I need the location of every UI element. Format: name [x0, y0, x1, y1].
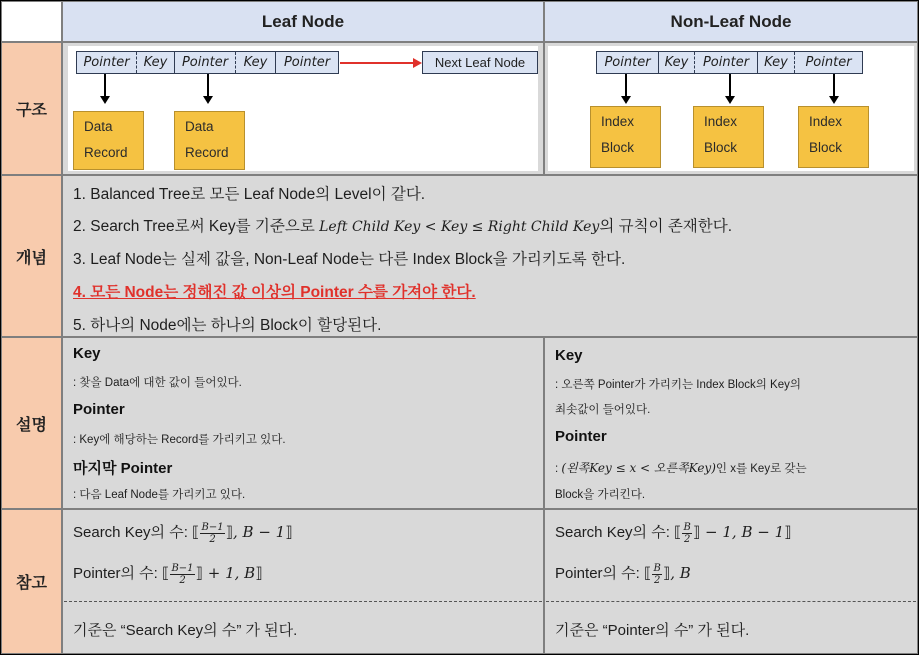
fraction — [682, 522, 691, 545]
nonleaf-key-cell: Key — [758, 52, 795, 73]
nonleaf-basis-note: 기준은 “Pointer의 수” 가 된다. — [555, 622, 750, 639]
leaf-basis-note: 기준은 “Search Key의 수” 가 된다. — [73, 622, 298, 639]
leaf-key-title: Key — [73, 345, 101, 362]
nonleaf-key-cell: Key — [659, 52, 695, 73]
index-block-box — [590, 106, 661, 168]
concept-line-4: 4. 모든 Node는 정해진 값 이상의 Pointer 수를 가져야 한다. — [73, 284, 476, 301]
block-line: Block — [601, 140, 635, 155]
next-leaf-node-box — [422, 51, 538, 74]
fraction-numerator: B−1 — [201, 521, 224, 533]
leaf-last-pointer-desc: : 다음 Leaf Node를 가리키고 있다. — [73, 489, 246, 501]
row-label-structure — [1, 42, 62, 175]
structure-label: 구조 — [16, 102, 47, 119]
leaf-search-key-formula: ⟦ $\frac{B-1}{2}$ ⟧, B − 1⟧ — [192, 521, 293, 545]
leaf-pointer-cell: Pointer — [77, 52, 137, 73]
fraction-denominator: 2 — [653, 574, 661, 586]
concept-line-5: 5. 하나의 Node에는 하나의 Block이 할당된다. — [73, 317, 382, 334]
nonleaf-pointer-count-formula: ⟦ $\frac{B}{2}$ ⟧, B — [644, 562, 691, 586]
fraction-numerator: B — [653, 562, 661, 574]
block-line: Index — [809, 114, 843, 129]
record-line: Record — [84, 145, 128, 160]
reference-label: 참고 — [16, 575, 47, 592]
fraction-numerator: B−1 — [171, 562, 194, 574]
nonleaf-pointer-desc-pre: : — [555, 463, 562, 475]
leaf-key-cell: Key — [236, 52, 276, 73]
next-leaf-node-label: Next Leaf Node — [434, 55, 526, 70]
nonleaf-search-key-formula: ⟦ $\frac{B}{2}$ ⟧ − 1, B − 1⟧ — [674, 521, 792, 545]
nonleaf-key-desc-2: 최솟값이 들어있다. — [555, 404, 651, 416]
header-nonleaf-label: Non-Leaf Node — [670, 11, 792, 31]
leaf-pointer-count-label: Pointer의 수: — [73, 565, 163, 582]
concept-line-2 — [73, 214, 732, 236]
nonleaf-down-arrow — [833, 74, 835, 97]
explain-nonleaf-cell — [544, 337, 918, 509]
leaf-search-key-label: Search Key의 수: — [73, 524, 193, 541]
row-label-concept — [1, 175, 62, 337]
header-leaf-label: Leaf Node — [261, 11, 345, 31]
concept-line-1: 1. Balanced Tree로 모든 Leaf Node의 Level이 같다. — [73, 186, 426, 203]
index-block-box — [693, 106, 764, 168]
leaf-last-pointer-title: 마지막 Pointer — [73, 460, 173, 477]
leaf-key-desc: : 찾을 Data에 대한 값이 들어있다. — [73, 377, 242, 389]
nonleaf-pointer-cell: Pointer — [805, 55, 852, 70]
leaf-key-cell: Key — [137, 52, 175, 73]
header-nonleaf-node — [544, 1, 918, 42]
nonleaf-pointer-cell: Pointer — [695, 52, 758, 73]
nonleaf-pointer-desc-2: Block을 가리킨다. — [555, 489, 646, 501]
record-line: Data — [84, 119, 113, 134]
row-label-explain — [1, 337, 62, 509]
concept-label: 개념 — [16, 249, 47, 267]
reference-divider — [546, 601, 916, 602]
fraction-denominator: 2 — [179, 574, 186, 586]
nonleaf-pointer-count — [555, 562, 691, 586]
leaf-pointer-cell: Pointer — [175, 52, 236, 73]
block-line: Block — [704, 140, 738, 155]
concept-line-2-post: 의 규칙이 존재한다. — [599, 218, 733, 235]
fraction-numerator: B — [683, 521, 691, 533]
nonleaf-pointer-title: Pointer — [555, 428, 607, 445]
nonleaf-node-entries — [596, 51, 863, 74]
leaf-search-key-count — [73, 521, 293, 545]
nonleaf-search-key-tail: − 1, B − 1 — [700, 523, 785, 541]
concept-line-2-pre: 2. Search Tree로써 Key를 기준으로 — [73, 218, 320, 235]
concept-inequality: Left Child Key < Key ≤ Right Child Key — [319, 219, 600, 235]
explain-leaf-cell — [62, 337, 544, 509]
record-line: Data — [185, 119, 214, 134]
row-label-reference — [1, 509, 62, 654]
fraction — [652, 563, 661, 586]
nonleaf-key-desc-1: : 오른쪽 Pointer가 가리키는 Index Block의 Key의 — [555, 379, 801, 391]
leaf-node-entries — [76, 51, 339, 74]
fraction-denominator: 2 — [209, 533, 216, 545]
record-line: Record — [185, 145, 229, 160]
fraction — [170, 563, 194, 586]
leaf-pointer-title: Pointer — [73, 401, 125, 418]
nonleaf-down-arrow — [625, 74, 627, 97]
leaf-search-key-tail: , B − 1 — [233, 523, 286, 541]
nonleaf-pointer-count-tail: , B — [670, 564, 691, 582]
leaf-pointer-count-tail: + 1, B — [202, 564, 256, 582]
header-leaf-node — [62, 1, 544, 42]
nonleaf-pointer-desc-1 — [555, 459, 807, 476]
leaf-down-arrow — [207, 74, 209, 97]
nonleaf-pointer-count-label: Pointer의 수: — [555, 565, 645, 582]
nonleaf-pointer-cell: Pointer — [597, 52, 659, 73]
block-line: Block — [809, 140, 843, 155]
leaf-down-arrow — [104, 74, 106, 97]
corner-cell — [1, 1, 62, 42]
block-line: Index — [704, 114, 738, 129]
fraction-denominator: 2 — [683, 533, 691, 545]
nonleaf-search-key-label: Search Key의 수: — [555, 524, 675, 541]
block-line: Index — [601, 114, 635, 129]
nonleaf-pointer-desc-post: 인 x를 Key로 갖는 — [715, 463, 807, 475]
concept-line-3: 3. Leaf Node는 실제 값을, Non-Leaf Node는 다른 Index Block을 가리키도록 한다. — [73, 251, 626, 268]
leaf-pointer-count — [73, 562, 263, 586]
nonleaf-key-title: Key — [555, 347, 583, 364]
fraction — [200, 522, 224, 545]
leaf-pointer-desc: : Key에 해당하는 Record를 가리키고 있다. — [73, 434, 286, 446]
index-block-box — [798, 106, 869, 168]
reference-divider — [64, 601, 542, 602]
data-record-box — [73, 111, 144, 170]
nonleaf-search-key-count — [555, 521, 792, 545]
next-leaf-arrow — [339, 55, 423, 71]
leaf-last-pointer-cell: Pointer — [283, 55, 331, 70]
data-record-box — [174, 111, 245, 170]
leaf-pointer-count-formula: ⟦ $\frac{B-1}{2}$ ⟧ + 1, B⟧ — [162, 562, 263, 586]
nonleaf-down-arrow — [729, 74, 731, 97]
nonleaf-pointer-range: (왼쪽Key ≤ x < 오른쪽Key) — [561, 461, 716, 475]
explain-label: 설명 — [16, 416, 47, 434]
